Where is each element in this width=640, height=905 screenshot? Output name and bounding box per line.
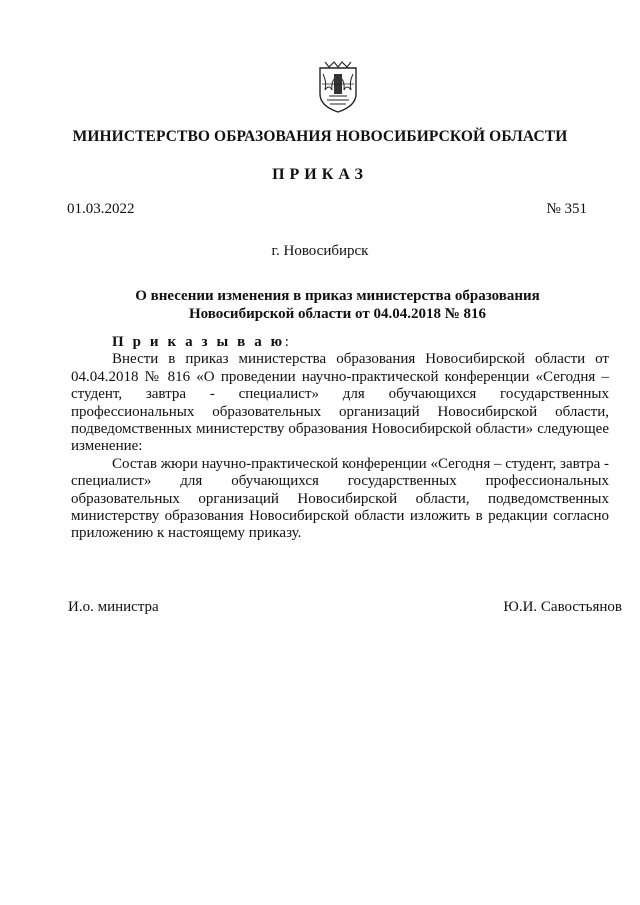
order-word: П р и к а з ы в а ю: [112, 334, 285, 350]
body-paragraph-1: Внести в приказ министерства образования Новосибирской области от 04.04.2018 № 816 «О проведении научно-практической конференции «Сегодня – студент, завтра - специалист» для обучающихся государственных профессиональных образовательных организаций Новосибирской области, подведомственных министерству образования Новосибирской области» следующее изменение:: [71, 351, 609, 455]
document-subject: [110, 287, 565, 323]
document-body: [71, 334, 609, 543]
body-paragraph-2: Состав жюри научно-практической конференции «Сегодня – студент, завтра - специалист» для обучающихся государственных профессиональных образовательных организаций Новосибирской области, подведомственных министерству образования Новосибирской области изложить в редакции согласно приложению к настоящему приказу.: [71, 455, 609, 542]
ministry-title: МИНИСТЕРСТВО ОБРАЗОВАНИЯ НОВОСИБИРСКОЙ ОБЛАСТИ: [72, 128, 568, 145]
signatory-position: И.о. министра: [68, 599, 159, 615]
order-colon: :: [284, 334, 289, 350]
order-heading: [71, 334, 609, 351]
signatory-name: Ю.И. Савостьянов: [503, 599, 622, 615]
document-date: 01.03.2022: [67, 201, 135, 217]
subject-line-2: Новосибирской области от 04.04.2018 № 816: [188, 306, 487, 322]
document-city: г. Новосибирск: [271, 243, 369, 259]
subject-line-1: О внесении изменения в приказ министерства образования: [135, 288, 540, 304]
document-type-title: ПРИКАЗ: [272, 166, 368, 183]
document-number: № 351: [546, 201, 587, 217]
coat-of-arms-icon: [317, 60, 359, 114]
